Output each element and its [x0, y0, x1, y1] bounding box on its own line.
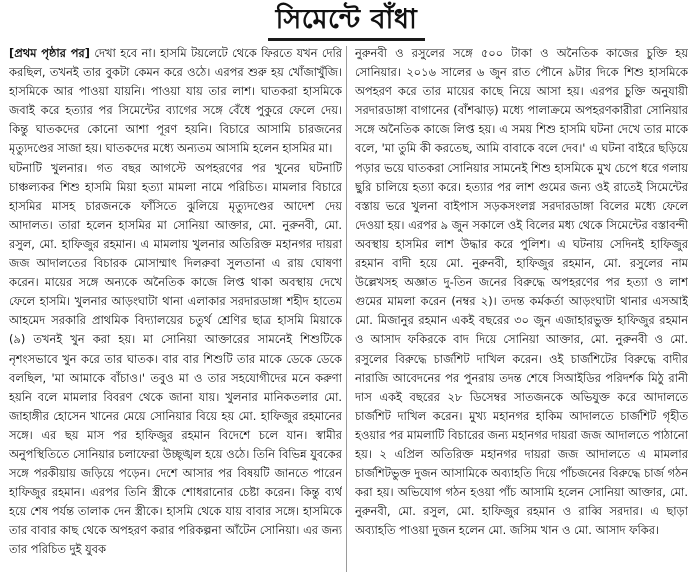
article-paragraph: নুরুনবী ও রসুলের সঙ্গে ৫০০ টাকা ও অনৈতিক কাজের চুক্তি হয় সোনিয়ার। ২০১৬ সালের ৬ জুন রাত পৌনে ৯টার দিকে শিশু হাসমিকে অপহরণ করে তার মায়ের কাছে নিয়ে আসা হয়। এরপর চুক্তি অনুযায়ী সরদারডাঙ্গা বাগানের (বাঁশঝাড়) মধ্যে পালাক্রমে অপহরণকারীরা সোনিয়ার সঙ্গে অনৈতিক কাজে লিপ্ত হয়। এ সময় শিশু হাসমি ঘটনা দেখে তার মাকে বলে, 'মা তুমি কী করতেছ, আমি বাবাকে বলে দেব।' এ ঘটনা বাইরে ছড়িয়ে পড়ার ভয়ে ঘাতকরা সোনিয়ার সামনেই শিশু হাসমিকে মুখ চেপে ধরে গলায় ছুরি চালিয়ে হত্যা করে। হত্যার পর লাশ গুমের জন্য ওই রাতেই সিমেন্টের বস্তায় ভরে খুলনা বাইপাস সড়কসংলগ্ন সরদারডাঙ্গা বিলের মধ্যে ফেলে দেওয়া হয়। এরপর ৯ জুন সকালে ওই বিলের মধ্য থেকে সিমেন্টের বস্তাবন্দী অবস্থায় হাসমির লাশ উদ্ধার করে পুলিশ। এ ঘটনায় সেদিনই হাফিজুর রহমান বাদী হয়ে মো. নুরুনবী, হাফিজুর রহমান, মো. রসুলের নাম উল্লেখসহ অজ্ঞাত দু-তিন জনের বিরুদ্ধে অপহরণের পর হত্যা ও লাশ গুমের মামলা করেন (নম্বর ২)। তদন্ত কর্মকর্তা আড়ংঘাটা থানার এসআই মো. মিজানুর রহমান একই বছরের ৩০ জুন এজাহারভুক্ত হাফিজুর রহমান ও আসাদ ফকিরকে বাদ দিয়ে সোনিয়া আক্তার, মো. নুরুনবী ও মো. রসুলের বিরুদ্ধে চার্জশিট দাখিল করেন। ওই চার্জশিটের বিরুদ্ধে বাদীর নারাজি আবেদনের পর পুনরায় তদন্ত শেষে সিআইডির পরিদর্শক মিঠু রানী দাস একই বছরের ২৮ ডিসেম্বর সাতজনকে অভিযুক্ত করে আদালতে চার্জশিট দাখিল করেন। মুখ্য মহানগর হাকিম আদালতে চার্জশিট গৃহীত হওয়ার পর মামলাটি বিচারের জন্য মহানগর দায়রা জজ আদালতে পাঠানো হয়। ২ এপ্রিল অতিরিক্ত মহানগর দায়রা জজ আদালতে এ মামলার চার্জশিটভুক্ত দুজন আসামিকে অব্যাহতি দিয়ে পাঁচজনের বিরুদ্ধে চার্জ গঠন করা হয়। অভিযোগ গঠন হওয়া পাঁচ আসামি হলেন সোনিয়া আক্তার, মো. নুরুনবী, মো. রসুল, মো. হাফিজুর রহমান ও রাব্বি সরদার। এ ছাড়া অব্যাহতি পাওয়া দুজন হলেন মো. জসিম খান ও মো. আসাদ ফকির।	[355, 46, 688, 538]
article-column-left	[9, 44, 342, 574]
headline-area	[0, 0, 693, 42]
continued-from-label: [প্রথম পৃষ্ঠার পর]	[9, 46, 90, 60]
column-divider	[346, 46, 347, 572]
article-column-right	[355, 44, 688, 574]
paragraph-text: দেখা হবে না। হাসমি টয়লেটে থেকে ফিরতে যখন দেরি করছিল, তখনই তার বুকটা কেমন করে ওঠে। এরপর শুরু হয় খোঁজাখুঁজি। হাসমিকে আর পাওয়া যায়নি। পাওয়া যায় তার লাশ। ঘাতকরা হাসমিকে জবাই করে হত্যার পর সিমেন্টের ব্যাগের সঙ্গে বেঁধে পুকুরে ফেলে দেয়। কিন্তু ঘাতকদের কোনো আশা পূরণ হয়নি। বিচারে আসামি চারজনের মৃত্যুদণ্ডের সাজা হয়। ঘাতকদের মধ্যে অন্যতম আসামি হলেন হাসমির মা।	[9, 46, 342, 156]
article-paragraph	[9, 44, 342, 159]
article-paragraph: ঘটনাটি খুলনার। গত বছর আগস্টে অপহরণের পর খুনের ঘটনাটি চাঞ্চল্যকর শিশু হাসমি মিয়া হত্যা মামলা নামে পরিচিত। মামলার বিচারে হাসমির মাসহ চারজনকে ফাঁসিতে ঝুলিয়ে মৃত্যুদণ্ডের আদেশ দেয় আদালত। তারা হলেন হাসমির মা সোনিয়া আক্তার, মো. নুরুনবী, মো. রসুল, মো. হাফিজুর রহমান। এ মামলায় খুলনার অতিরিক্ত মহানগর দায়রা জজ আদালতের বিচারক মোসাম্মাৎ দিলরুবা সুলতানা এ রায় ঘোষণা করেন। মায়ের সঙ্গে অন্যকে অনৈতিক কাজে লিপ্ত থাকা অবস্থায় দেখে ফেলে হাসমি। খুলনার আড়ংঘাটা থানা এলাকার সরদারডাঙ্গা শহীদ হাতেম আহমেদ সরকারি প্রাথমিক বিদ্যালয়ের চতুর্থ শ্রেণির ছাত্র হাসমি মিয়াকে (৯) তখনই খুন করা হয়। মা সোনিয়া আক্তারের সামনেই শিশুটিকে নৃশংসভাবে খুন করে তার ঘাতক। বার বার শিশুটি তার মাকে ডেকে ডেকে বলছিল, 'মা আমাকে বাঁচাও।' তবুও মা ও তার সহযোগীদের মনে করুণা হয়নি বলে মামলার বিবরণ থেকে জানা যায়। খুলনার মানিকতলার মো. জাহাঙ্গীর হোসেন খানের মেয়ে সোনিয়ার বিয়ে হয় মো. হাফিজুর রহমানের সঙ্গে। এর ছয় মাস পর হাফিজুর রহমান বিদেশে চলে যান। স্বামীর অনুপস্থিতিতে সোনিয়ার চলাফেরা উচ্ছৃঙ্খল হয়ে ওঠে। তিনি বিভিন্ন যুবকের সঙ্গে পরকীয়ায় জড়িয়ে পড়েন। দেশে আসার পর বিষয়টি জানতে পারেন হাফিজুর রহমান। এরপর তিনি স্ত্রীকে শোধরানোর চেষ্টা করেন। কিন্তু ব্যর্থ হয়ে শেষ পর্যন্ত তালাক দেন স্ত্রীকে। হাসমি থেকে যায় বাবার সঙ্গে। হাসমিকে তার বাবার কাছ থেকে অপহরণ করার পরিকল্পনা আঁটেন সোনিয়া। এর জন্য তার পরিচিত দুই যুবক	[9, 160, 342, 557]
headline: সিমেন্টে বাঁধা	[268, 2, 426, 41]
